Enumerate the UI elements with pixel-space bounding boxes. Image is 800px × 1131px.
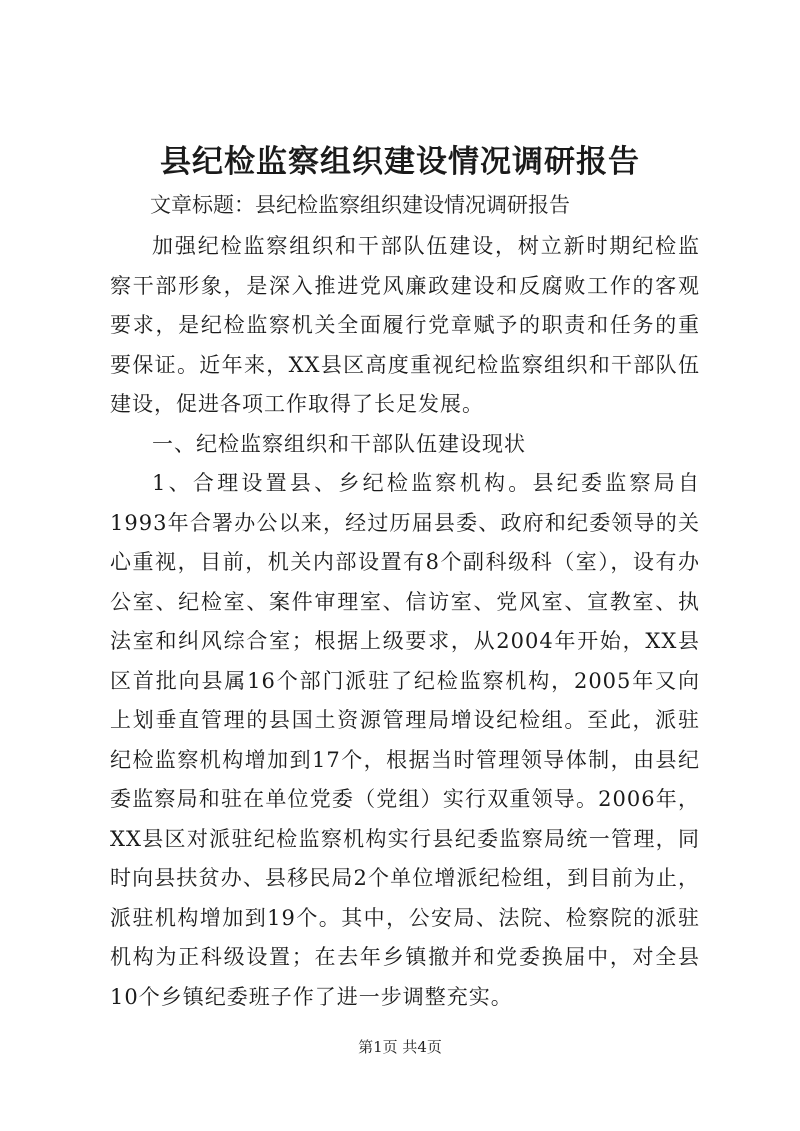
paragraph-intro: 加强纪检监察组织和干部队伍建设，树立新时期纪检监察干部形象，是深入推进党风廉政建设和反腐败工作的客观要求，是纪检监察机关全面履行党章赋予的职责和任务的重要保证。近年来，XX县区高度重视纪检监察组织和干部队伍建设，促进各项工作取得了长足发展。 (110, 234, 700, 416)
document-body (110, 227, 700, 1017)
section-heading: 一、纪检监察组织和干部队伍建设现状 (152, 431, 526, 456)
page-number-footer: 第1页 共4页 (358, 1038, 442, 1056)
article-title-line: 文章标题：县纪检监察组织建设情况调研报告 (150, 193, 570, 217)
document-title: 县纪检监察组织建设情况调研报告 (160, 144, 640, 180)
paragraph-section-1: 1、合理设置县、乡纪检监察机构。县纪委监察局自1993年合署办公以来，经过历届县委、政府和纪委领导的关心重视，目前，机关内部设置有8个副科级科（室），设有办公室、纪检室、案件审理室、信访室、党风室、宣教室、执法室和纠风综合室；根据上级要求，从2004年开始，XX县区首批向县属16个部门派驻了纪检监察机构，2005年又向上划垂直管理的县国土资源管理局增设纪检组。至此，派驻纪检监察机构增加到17个，根据当时管理领导体制，由县纪委监察局和驻在单位党委（党组）实行双重领导。2006年，XX县区对派驻纪检监察机构实行县纪委监察局统一管理，同时向县扶贫办、县移民局2个单位增派纪检组，到目前为止，派驻机构增加到19个。其中，公安局、法院、检察院的派驻机构为正科级设置；在去年乡镇撤并和党委换届中，对全县10个乡镇纪委班子作了进一步调整充实。 (110, 471, 700, 1009)
